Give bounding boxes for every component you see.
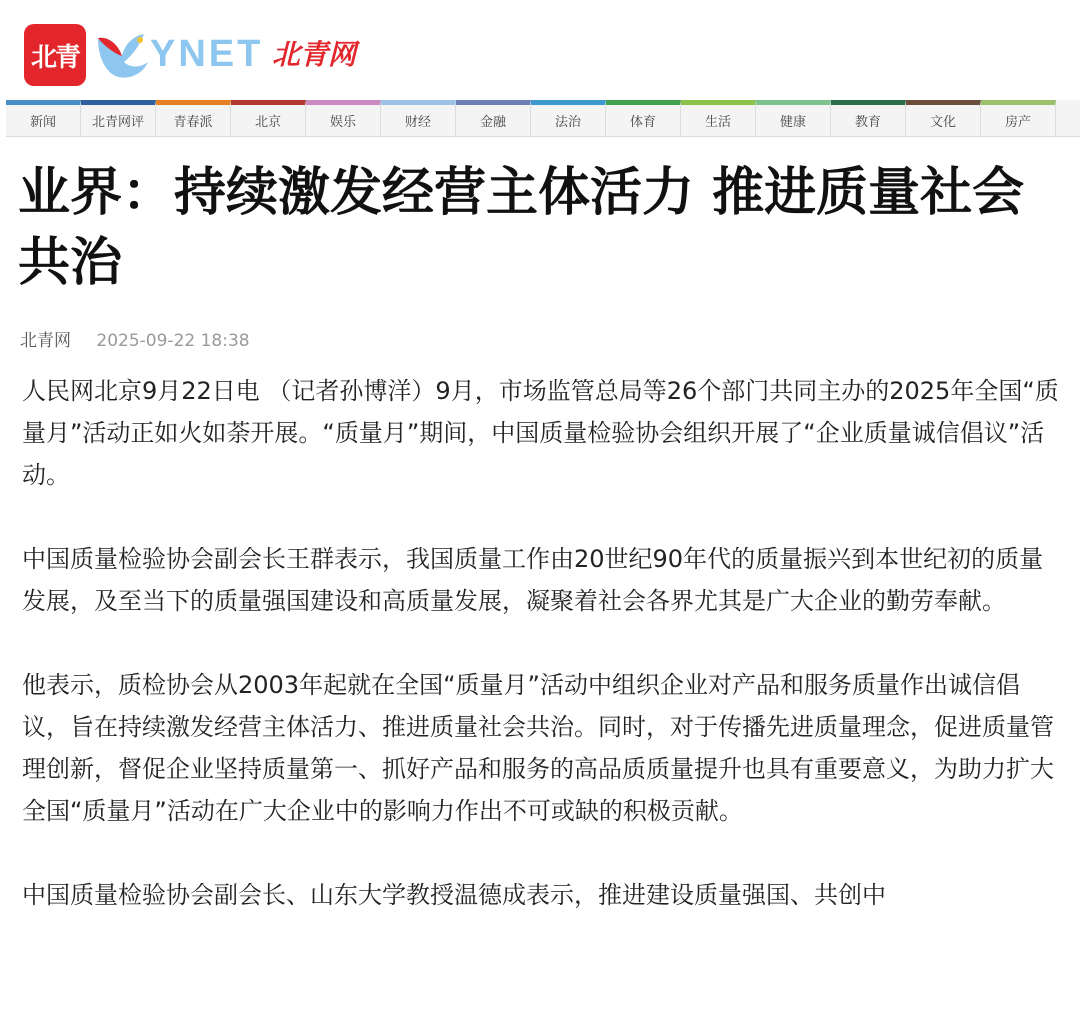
nav-item[interactable]: 法治 (531, 100, 606, 136)
article-source[interactable]: 北青网 (20, 331, 71, 351)
channel-nav (6, 100, 1080, 137)
nav-item[interactable]: 北京 (231, 100, 306, 136)
beiqing-logo-text: 北青 (30, 42, 79, 73)
nav-item[interactable]: 青春派 (156, 100, 231, 136)
nav-item[interactable]: 新闻 (6, 100, 81, 136)
article-meta (20, 326, 250, 351)
nav-item[interactable]: 金融 (456, 100, 531, 136)
article-paragraph: 中国质量检验协会副会长王群表示，我国质量工作由20世纪90年代的质量振兴到本世纪初的质量发展，及至当下的质量强国建设和高质量发展，凝聚着社会各界尤其是广大企业的勤劳奉献。 (22, 545, 1044, 615)
beiqing-logo[interactable] (24, 24, 86, 86)
ynet-logo-text[interactable]: YNET (150, 33, 264, 75)
article-paragraph: 他表示，质检协会从2003年起就在全国“质量月”活动中组织企业对产品和服务质量作出诚信倡议，旨在持续激发经营主体活力、推进质量社会共治。同时，对于传播先进质量理念，促进质量管理创新，督促企业坚持质量第一、抓好产品和服务的高品质质量提升也具有重要意义，为助力扩大全国“质量月”活动在广大企业中的影响力作出不可或缺的积极贡献。 (22, 671, 1054, 825)
nav-item[interactable]: 北青网评 (81, 100, 156, 136)
nav-item[interactable]: 健康 (756, 100, 831, 136)
nav-item[interactable]: 房产 (981, 100, 1056, 136)
article-title: 业界：持续激发经营主体活力 推进质量社会共治 (18, 163, 1025, 293)
site-header (0, 0, 1080, 100)
nav-item[interactable]: 教育 (831, 100, 906, 136)
article-paragraph: 中国质量检验协会副会长、山东大学教授温德成表示，推进建设质量强国、共创中 (22, 881, 886, 909)
nav-item[interactable]: 文化 (906, 100, 981, 136)
nav-item[interactable]: 娱乐 (306, 100, 381, 136)
article-datetime: 2025-09-22 18:38 (96, 331, 250, 351)
nav-item[interactable]: 生活 (681, 100, 756, 136)
article-body (22, 370, 1062, 958)
nav-item[interactable]: 体育 (606, 100, 681, 136)
article-paragraph: 人民网北京9月22日电 （记者孙博洋）9月，市场监管总局等26个部门共同主办的2025年全国“质量月”活动正如火如荼开展。“质量月”期间，中国质量检验协会组织开展了“企业质量诚信倡议”活动。 (22, 377, 1059, 489)
nav-item[interactable]: 财经 (381, 100, 456, 136)
beiqingwang-logo-text[interactable]: 北青网 (272, 38, 357, 71)
bird-logo-icon (94, 28, 152, 84)
